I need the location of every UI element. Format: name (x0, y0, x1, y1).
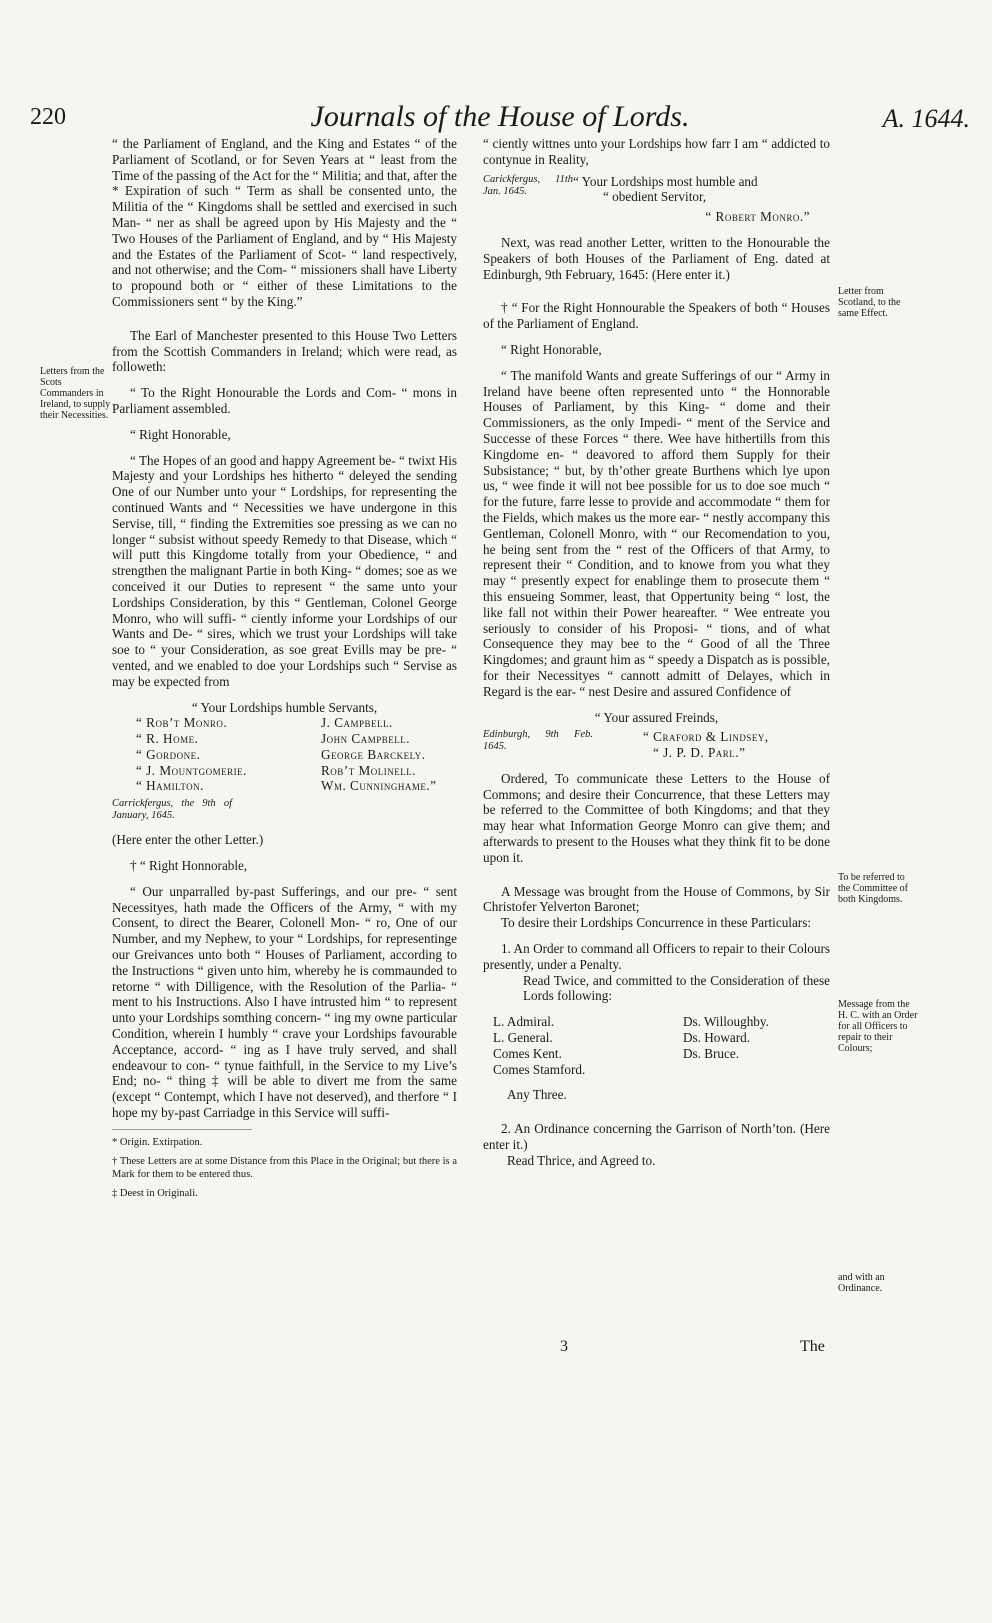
signer: J. Campbell. (321, 715, 393, 731)
page-title: Journals of the House of Lords. (310, 100, 690, 133)
letter-closing: “ Your assured Freinds, (594, 709, 719, 725)
lord-name: Ds. Willoughby. (683, 1014, 769, 1030)
letter-signature: “ J. P. D. Parl.” (653, 745, 746, 761)
right-column (483, 136, 830, 1169)
signer: “ Gordone. (136, 746, 201, 762)
letter-body: “ The Hopes of an good and happy Agreement be- “ twixt His Majesty and your Lordships hes hitherto “ deleyed the sending One of our Number unto your “ Lordships, for representing the continued Wants and “ Necessities we have undergone in this Servise, till, “ finding the Extremities soe pressing as we can no longer “ subsist without speedy Remedy to that Disease, which “ will putt this Kingdome totally from your Obedience, “ and strengthen the malignant Partie in both King- “ domes; soe as we conceived it our Duties to represent “ the same unto your Lordships Consideration, by this “ Gentleman, Colonel George Monro, who will suffi- “ ciently informe your Lordships of our Wants and De- “ sires, which we trust your Lordships will take soe to “ your Consideration, as soe great Evills may be pre- “ vented, and we enabled to doe your Lordships such “ Servise as may be expected from (112, 452, 457, 689)
letter-body: “ The manifold Wants and greate Sufferings of our “ Army in Ireland have beene often represented unto “ the Honnorable Houses of Parliament, by this King- “ dome and their Commissioners, as the only Impedi- “ ment of the Service and Successe of these Forces “ there. Wee have hithertills from this Kingdome en- “ deavored to afford them Supply for their Subsistance; “ but, by th’other greate Burthens which lye upon us, “ wee finde it will not bee possible for us to doe soe much “ for the future, farre lesse to provide and accommodate “ them for the Fields, which makes us the more ear- “ nestly accompany this Gentleman, Colonell Monro, with “ our Recomendation to you, he being sent from the “ rest of the Officers of that Army, to represent their “ Condition, and to knowe from you what they may “ presently expect for enablinge them to prosecute them “ this ensueing Sommer, least, that Oppertunity being “ lost, the like fall not within their Power heareafter. “ Wee entreate you seriously to consider of his Proposi- “ tions, and of what Consequence they may bee to the “ Good of all the Three Kingdomes; and graunt him as “ speedy a Dispatch as is possible, for their Necessityes “ cannott admitt of Delayes, which in Regard is the ear- “ nest Desire and assured Confidence of (483, 367, 830, 699)
left-column (112, 136, 457, 1200)
paragraph: The Earl of Manchester presented to this House Two Letters from the Scottish Commanders in Ireland; which were read, as followeth: (112, 327, 457, 375)
margin-note-letter-scotland: Letter from Scotland, to the same Effect. (838, 286, 901, 319)
margin-note-referred: To be referred to the Committee of both Kingdoms. (838, 872, 908, 905)
signer: “ J. Mountgomerie. (136, 762, 247, 778)
signer: Wm. Cunninghame.” (321, 778, 437, 794)
list-item: 2. An Ordinance concerning the Garrison of North’ton. (Here enter it.) (483, 1121, 830, 1153)
list-item-note: Read Thrice, and Agreed to. (507, 1152, 656, 1168)
paragraph: “ the Parliament of England, and the King and Estates “ of the Parliament of Scotland, or for Seven Years at “ least from the Time of the passing of the Act for the “ Militia; and that, after the * Expiration of such “ Term as shall be consented unto, the Militia of the “ Kingdoms shall be settled and exercised in such Man- “ ner as shall be agreed upon by His Majesty and the “ Two Houses of the Parliament of England, and by “ His Majesty and the Estates of the Parliament of Scot- “ land respectively, and not otherwise; and the Com- “ missioners shall have Liberty to propound both or “ either of these Limitations to the Commissioners sent “ by the King.” (112, 136, 457, 309)
footnote: † These Letters are at some Distance from this Place in the Original; but there is a Mark for them to be entered thus. (112, 1155, 457, 1180)
letter-closing: “ Your Lordships most humble and (573, 173, 758, 189)
page-header (30, 100, 970, 140)
signer: George Barckely. (321, 746, 426, 762)
letter-closing-block (483, 174, 830, 206)
footnote-rule (112, 1129, 252, 1130)
lord-name (683, 1062, 833, 1078)
letter-address: “ To the Right Honourable the Lords and Com- “ mons in Parliament assembled. (112, 385, 457, 416)
letter-place-date: Edinburgh, 9th Feb. 1645. (483, 729, 593, 753)
lords-list (483, 1014, 830, 1077)
lord-name: Comes Kent. (493, 1045, 562, 1061)
page-year: A. 1644. (882, 104, 970, 133)
letter-closing: “ Your Lordships humble Servants, (191, 699, 378, 715)
footnote: ‡ Deest in Originali. (112, 1187, 198, 1199)
page-number: 220 (30, 104, 66, 130)
letter-place-date: Carrickfergus, the 9th of January, 1645. (112, 798, 232, 822)
letter-signature-block (483, 729, 830, 761)
margin-note-ordinance: and with an Ordinance. (838, 1272, 885, 1294)
signer: “ Rob’t Monro. (136, 715, 228, 731)
signer: Rob’t Molinell. (321, 762, 416, 778)
margin-note-letters-scots: Letters from the Scots Commanders in Ireland, to supply their Necessities. (40, 366, 111, 421)
signer: John Campbell. (321, 731, 411, 747)
lord-name: Comes Stamford. (493, 1061, 586, 1077)
footnote: * Origin. Extirpation. (112, 1136, 203, 1148)
quorum-note: Any Three. (507, 1087, 567, 1103)
signers-list (112, 715, 457, 794)
letter-place-date: Carickfergus, 11th Jan. 1645. (483, 173, 573, 197)
letter-salutation: “ Right Honorable, (130, 426, 231, 442)
lord-name: L. General. (493, 1030, 553, 1046)
paragraph: Next, was read another Letter, written to the Honourable the Speakers of both Houses of the Parliament of Eng. dated at Edinburgh, 9th February, 1645: (Here enter it.) (483, 234, 830, 282)
letter-address: † “ For the Right Honnourable the Speakers of both “ Houses of the Parliament of England. (483, 300, 830, 332)
letter-salutation: “ Right Honorable, (501, 341, 602, 357)
signer: “ R. Home. (136, 731, 199, 747)
paragraph: “ ciently wittnes unto your Lordships how farr I am “ addicted to contynue in Reality, (483, 136, 830, 167)
margin-note-message: Message from the H. C. with an Order for all Officers to repair to their Colours; (838, 999, 918, 1054)
list-item-note: Read Twice, and committed to the Consideration of these Lords following: (523, 972, 830, 1004)
lord-name: Ds. Bruce. (683, 1045, 740, 1061)
lord-name: Ds. Howard. (683, 1030, 751, 1046)
letter-signature: “ Craford & Lindsey, (643, 729, 769, 745)
letter-signature: “ Robert Monro.” (705, 209, 810, 225)
letter-salutation: † “ Right Honnorable, (130, 858, 248, 874)
editorial-note: (Here enter the other Letter.) (112, 832, 264, 848)
letter-closing: “ obedient Servitor, (603, 189, 707, 205)
paragraph: Ordered, To communicate these Letters to the House of Commons; and desire their Concurrence, that these Letters may be referred to the Committee of both Kingdoms; and that they may hear what Information George Monro can give them; and afterwards to present to the Houses what they think fit to be done upon it. (483, 770, 830, 865)
lord-name: L. Admiral. (493, 1014, 555, 1030)
signature-mark: 3 (560, 1338, 568, 1355)
list-item: 1. An Order to command all Officers to repair to their Colours presently, under a Penalty. (483, 941, 830, 972)
signer: “ Hamilton. (136, 778, 204, 794)
letter-body: “ Our unparralled by-past Sufferings, and our pre- “ sent Necessityes, hath made the Officers of the Army, “ with my Consent, to direct the Bearer, Colonell Mon- “ ro, One of our Number, and my Nephew, to your “ Lordships, for representinge our Greivances unto both “ Houses of Parliament, according to the Instructions “ given unto him, whereby he is commaunded to retorne “ with Dilligence, with the Resolution of the Parlia- “ ment to his Instructions. Also I have intrusted him “ to represent unto your Lordships somthing concern- “ ing my owne particular Condition, wherein I humbly “ crave your Lordships favourable Acceptance, accord- “ ing as I have truly served, and shall endeavour to con- “ tynue faithfull, in the Service to my Live’s End; no- “ thing ‡ will be able to divert me from the same (except “ Contempt, which I have not deserved), and therfore “ I hope my by-past Carriadge in this Service will suffi- (112, 883, 457, 1121)
paragraph: To desire their Lordships Concurrence in these Particulars: (501, 915, 811, 931)
catchword: The (800, 1338, 825, 1355)
paragraph: A Message was brought from the House of Commons, by Sir Christofer Yelverton Baronet; (483, 883, 830, 915)
